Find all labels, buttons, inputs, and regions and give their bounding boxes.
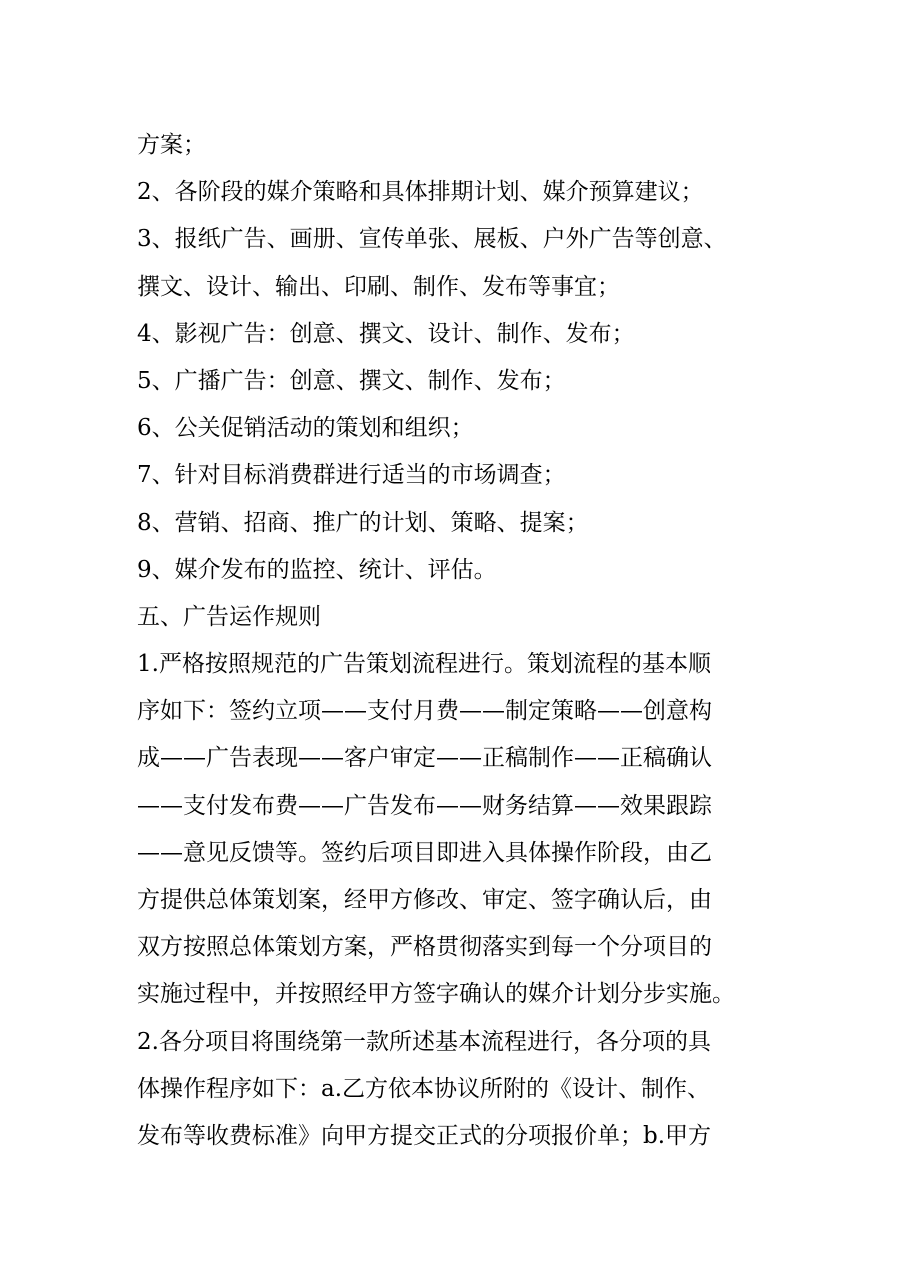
paragraph-line: ——意见反馈等。签约后项目即进入具体操作阶段，由乙 bbox=[137, 839, 712, 866]
text-line: 撰文、设计、输出、印刷、制作、发布等事宜； bbox=[137, 273, 620, 300]
list-item: 6、公关促销活动的策划和组织； bbox=[137, 415, 474, 442]
list-item: 2、各阶段的媒介策略和具体排期计划、媒介预算建议； bbox=[137, 179, 704, 206]
section-heading: 五、广告运作规则 bbox=[137, 603, 321, 630]
list-item: 7、针对目标消费群进行适当的市场调查； bbox=[137, 462, 566, 489]
paragraph-line: ——支付发布费——广告发布——财务结算——效果跟踪 bbox=[137, 792, 712, 819]
list-item: 4、影视广告：创意、撰文、设计、制作、发布； bbox=[137, 320, 635, 347]
paragraph-line: 体操作程序如下：a.乙方依本协议所附的《设计、制作、 bbox=[137, 1075, 711, 1102]
list-item: 5、广播广告：创意、撰文、制作、发布； bbox=[137, 367, 566, 394]
list-item: 8、营销、招商、推广的计划、策略、提案； bbox=[137, 509, 589, 536]
document-page bbox=[137, 122, 777, 1160]
paragraph-line: 方提供总体策划案，经甲方修改、审定、签字确认后，由 bbox=[137, 887, 712, 913]
paragraph-line: 序如下：签约立项——支付月费——制定策略——创意构 bbox=[137, 698, 712, 725]
list-item: 9、媒介发布的监控、统计、评估。 bbox=[137, 556, 497, 583]
paragraph-line: 双方按照总体策划方案，严格贯彻落实到每一个分项目的 bbox=[137, 934, 712, 961]
paragraph-line: 2.各分项目将围绕第一款所述基本流程进行，各分项的具 bbox=[137, 1028, 711, 1055]
paragraph-line: 发布等收费标准》向甲方提交正式的分项报价单；b.甲方 bbox=[137, 1122, 712, 1149]
paragraph-line: 成——广告表现——客户审定——正稿制作——正稿确认 bbox=[137, 745, 712, 772]
list-item: 3、报纸广告、画册、宣传单张、展板、户外广告等创意、 bbox=[137, 226, 727, 253]
paragraph-line: 1.严格按照规范的广告策划流程进行。策划流程的基本顺 bbox=[137, 651, 711, 678]
paragraph-line: 实施过程中，并按照经甲方签字确认的媒介计划分步实施。 bbox=[137, 981, 735, 1008]
text-line: 方案； bbox=[137, 132, 206, 158]
